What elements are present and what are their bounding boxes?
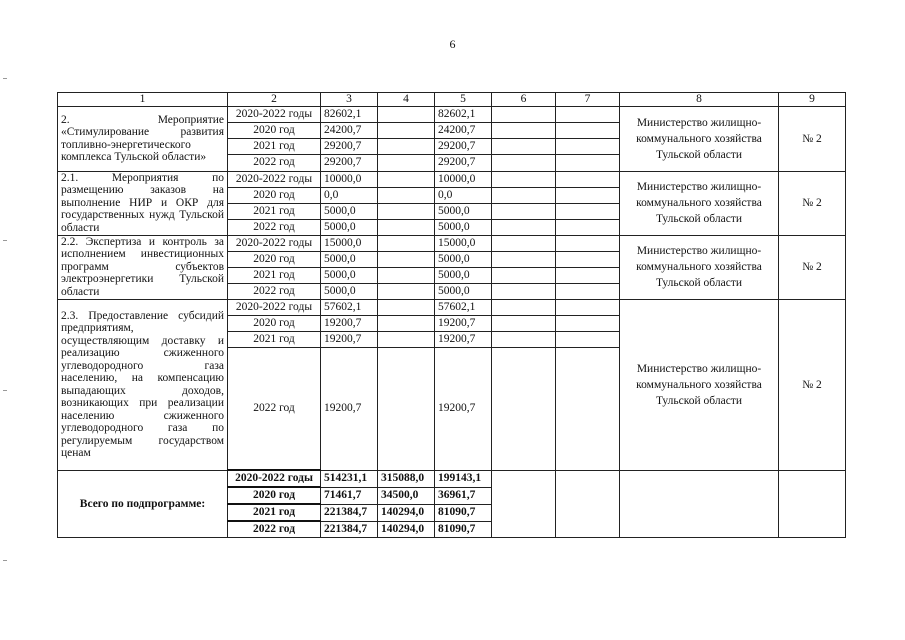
total-col8: [620, 470, 779, 538]
responsible-ministry: Министерство жилищно-коммунального хозяйства Тульской области: [620, 171, 779, 235]
amount-regional: 5000,0: [435, 219, 492, 235]
amount-total: 5000,0: [321, 203, 378, 219]
amount-col6: [492, 154, 556, 171]
total-federal: 140294,0: [378, 521, 435, 538]
amount-total: 5000,0: [321, 219, 378, 235]
amount-col6: [492, 187, 556, 203]
responsible-ministry: Министерство жилищно-коммунального хозяйства Тульской области: [620, 235, 779, 299]
amount-federal: [378, 299, 435, 315]
period-cell: 2022 год: [228, 154, 321, 171]
column-number: 8: [620, 93, 779, 107]
period-cell: 2020-2022 годы: [228, 106, 321, 122]
amount-total: 24200,7: [321, 122, 378, 138]
total-period: 2021 год: [228, 504, 321, 521]
amount-regional: 19200,7: [435, 331, 492, 347]
period-cell: 2020 год: [228, 187, 321, 203]
total-col6: [492, 470, 556, 538]
amount-regional: 0,0: [435, 187, 492, 203]
amount-col7: [556, 347, 620, 470]
amount-federal: [378, 171, 435, 187]
column-number: 5: [435, 93, 492, 107]
page-number: 6: [449, 37, 456, 51]
activity-name: 2.1. Мероприятия по размещению заказов на выполнение НИР и ОКР для государственных нужд Тульской области: [58, 171, 228, 235]
column-number: 4: [378, 93, 435, 107]
amount-col6: [492, 203, 556, 219]
amount-col7: [556, 187, 620, 203]
column-number: 3: [321, 93, 378, 107]
period-cell: 2022 год: [228, 283, 321, 299]
period-cell: 2021 год: [228, 267, 321, 283]
amount-federal: [378, 283, 435, 299]
column-number: 2: [228, 93, 321, 107]
amount-regional: 29200,7: [435, 154, 492, 171]
total-regional: 81090,7: [435, 521, 492, 538]
indicator-ref: № 2: [779, 171, 846, 235]
table-row: [58, 235, 846, 251]
amount-col6: [492, 331, 556, 347]
period-cell: 2020 год: [228, 251, 321, 267]
amount-total: 19200,7: [321, 331, 378, 347]
amount-regional: 57602,1: [435, 299, 492, 315]
amount-col7: [556, 267, 620, 283]
amount-federal: [378, 154, 435, 171]
indicator-ref: № 2: [779, 299, 846, 470]
amount-col6: [492, 106, 556, 122]
total-col7: [556, 470, 620, 538]
amount-col7: [556, 299, 620, 315]
column-number: 9: [779, 93, 846, 107]
activity-name: 2. Мероприятие «Стимулирование развития топливно-энергетического комплекса Тульской области»: [58, 106, 228, 171]
amount-regional: 29200,7: [435, 138, 492, 154]
amount-regional: 19200,7: [435, 315, 492, 331]
margin-mark: [3, 78, 7, 79]
amount-federal: [378, 267, 435, 283]
period-cell: 2021 год: [228, 138, 321, 154]
amount-col7: [556, 154, 620, 171]
total-federal: 315088,0: [378, 470, 435, 487]
amount-col7: [556, 331, 620, 347]
amount-regional: 5000,0: [435, 283, 492, 299]
amount-regional: 10000,0: [435, 171, 492, 187]
amount-total: 29200,7: [321, 138, 378, 154]
column-number-row: [58, 93, 846, 107]
amount-regional: 19200,7: [435, 347, 492, 470]
amount-col6: [492, 138, 556, 154]
amount-regional: 5000,0: [435, 203, 492, 219]
period-cell: 2020 год: [228, 315, 321, 331]
amount-col6: [492, 219, 556, 235]
total-row: [58, 470, 846, 487]
period-cell: 2020-2022 годы: [228, 299, 321, 315]
responsible-ministry: Министерство жилищно-коммунального хозяйства Тульской области: [620, 299, 779, 470]
period-cell: 2020-2022 годы: [228, 171, 321, 187]
amount-col7: [556, 122, 620, 138]
amount-col7: [556, 106, 620, 122]
amount-col6: [492, 235, 556, 251]
period-cell: 2021 год: [228, 203, 321, 219]
amount-col6: [492, 315, 556, 331]
table-row: [58, 171, 846, 187]
amount-total: 57602,1: [321, 299, 378, 315]
period-cell: 2020-2022 годы: [228, 235, 321, 251]
total-federal: 34500,0: [378, 487, 435, 504]
amount-col6: [492, 347, 556, 470]
margin-mark: [3, 390, 7, 391]
amount-federal: [378, 203, 435, 219]
margin-mark: [3, 240, 7, 241]
activity-name: 2.2. Экспертиза и контроль за исполнением инвестиционных программ субъектов электроэнергетики Тульской области: [58, 235, 228, 299]
budget-table: [57, 92, 846, 538]
amount-federal: [378, 106, 435, 122]
total-period: 2022 год: [228, 521, 321, 538]
total-amount: 221384,7: [321, 504, 378, 521]
amount-col7: [556, 315, 620, 331]
amount-federal: [378, 187, 435, 203]
amount-col7: [556, 171, 620, 187]
total-amount: 71461,7: [321, 487, 378, 504]
amount-federal: [378, 219, 435, 235]
total-amount: 221384,7: [321, 521, 378, 538]
table-row: [58, 299, 846, 315]
amount-total: 5000,0: [321, 283, 378, 299]
amount-federal: [378, 138, 435, 154]
amount-col7: [556, 251, 620, 267]
total-label: Всего по подпрограмме:: [58, 470, 228, 538]
total-period: 2020-2022 годы: [228, 470, 321, 487]
amount-col7: [556, 283, 620, 299]
period-cell: 2022 год: [228, 347, 321, 470]
amount-col6: [492, 122, 556, 138]
period-cell: 2022 год: [228, 219, 321, 235]
amount-col6: [492, 171, 556, 187]
column-number: 1: [58, 93, 228, 107]
indicator-ref: № 2: [779, 235, 846, 299]
amount-total: 29200,7: [321, 154, 378, 171]
amount-federal: [378, 347, 435, 470]
total-regional: 36961,7: [435, 487, 492, 504]
amount-col7: [556, 219, 620, 235]
amount-total: 0,0: [321, 187, 378, 203]
table-row: [58, 106, 846, 122]
amount-federal: [378, 331, 435, 347]
amount-col6: [492, 267, 556, 283]
amount-federal: [378, 235, 435, 251]
amount-regional: 82602,1: [435, 106, 492, 122]
margin-mark: [3, 560, 7, 561]
indicator-ref: № 2: [779, 106, 846, 171]
amount-total: 5000,0: [321, 267, 378, 283]
total-federal: 140294,0: [378, 504, 435, 521]
amount-total: 19200,7: [321, 347, 378, 470]
amount-total: 10000,0: [321, 171, 378, 187]
amount-total: 15000,0: [321, 235, 378, 251]
amount-regional: 24200,7: [435, 122, 492, 138]
responsible-ministry: Министерство жилищно-коммунального хозяйства Тульской области: [620, 106, 779, 171]
period-cell: 2021 год: [228, 331, 321, 347]
activity-name: 2.3. Предоставление субсидий предприятиям, осуществляющим доставку и реализацию сжиженного углеводородного газа населению, на компенсацию выпадающих доходов, возникающих при реализации населению сжиженного углеводородного газа по регулируемым государством ценам: [58, 299, 228, 470]
amount-col7: [556, 138, 620, 154]
amount-federal: [378, 315, 435, 331]
total-period: 2020 год: [228, 487, 321, 504]
amount-total: 5000,0: [321, 251, 378, 267]
amount-col6: [492, 251, 556, 267]
amount-total: 82602,1: [321, 106, 378, 122]
period-cell: 2020 год: [228, 122, 321, 138]
amount-col6: [492, 299, 556, 315]
amount-regional: 5000,0: [435, 251, 492, 267]
total-regional: 199143,1: [435, 470, 492, 487]
column-number: 6: [492, 93, 556, 107]
amount-col7: [556, 203, 620, 219]
column-number: 7: [556, 93, 620, 107]
total-col9: [779, 470, 846, 538]
amount-total: 19200,7: [321, 315, 378, 331]
amount-col6: [492, 283, 556, 299]
amount-regional: 5000,0: [435, 267, 492, 283]
total-regional: 81090,7: [435, 504, 492, 521]
amount-federal: [378, 122, 435, 138]
amount-federal: [378, 251, 435, 267]
amount-col7: [556, 235, 620, 251]
amount-regional: 15000,0: [435, 235, 492, 251]
total-amount: 514231,1: [321, 470, 378, 487]
